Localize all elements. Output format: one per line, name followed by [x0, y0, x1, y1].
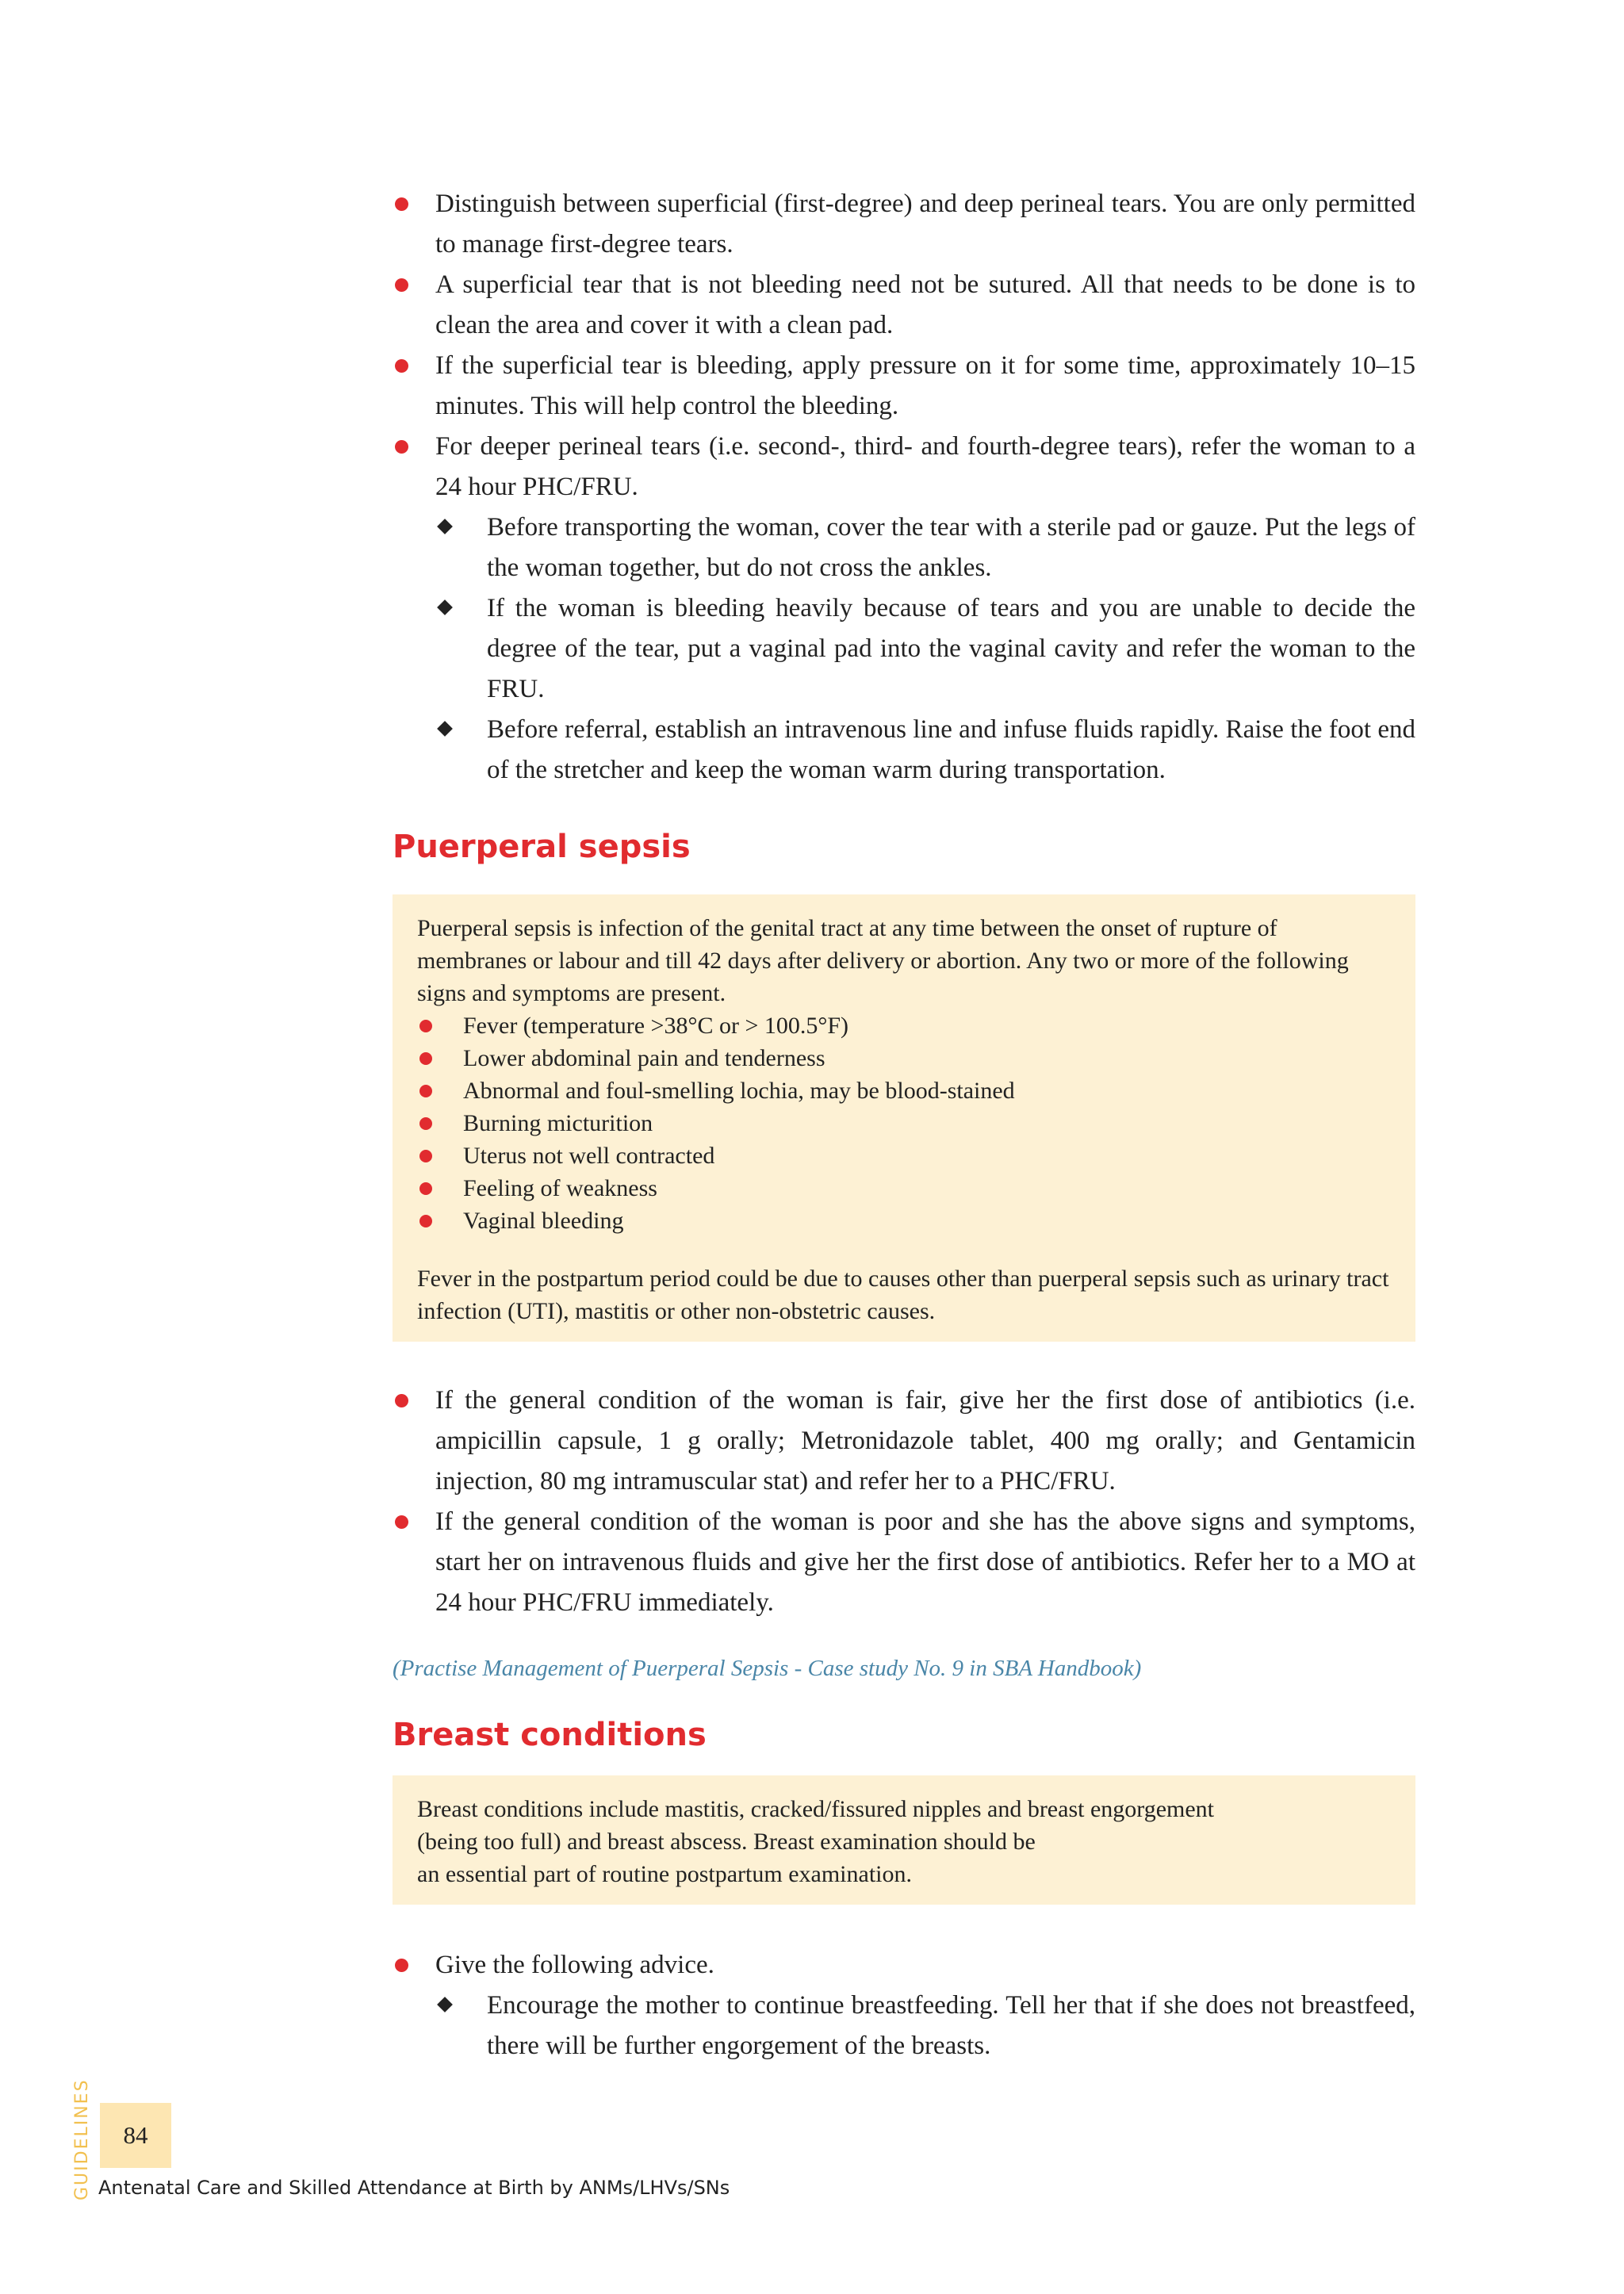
bullet-dot-icon	[419, 1117, 432, 1130]
diamond-bullet-icon	[437, 721, 453, 737]
list-item	[393, 1502, 1415, 1623]
sign-item	[417, 1074, 1390, 1107]
bullet-dot-icon	[395, 1959, 408, 1972]
bullet-dot-icon	[395, 359, 408, 373]
list-item-text: If the superficial tear is bleeding, apply pressure on it for some time, approximately 10–15 minutes. This will help control the bleeding.	[435, 351, 1415, 420]
list-item	[393, 427, 1415, 507]
sub-list-item	[393, 1986, 1415, 2066]
footer-title: Antenatal Care and Skilled Attendance at Birth by ANMs/LHVs/SNs	[98, 2177, 730, 2199]
sign-item	[417, 1042, 1390, 1074]
sign-text: Vaginal bleeding	[463, 1208, 624, 1234]
puerperal-sepsis-definition-box	[393, 894, 1415, 1342]
sign-text: Feeling of weakness	[463, 1175, 657, 1201]
list-item-text: Distinguish between superficial (first-degree) and deep perineal tears. You are only permitted to manage first-degree tears.	[435, 190, 1415, 259]
sub-list-item	[393, 710, 1415, 791]
list-item-text: If the general condition of the woman is poor and she has the above signs and symptoms, start her on intravenous fluids and give her the first dose of antibiotics. Refer her to a MO at 24 hour PHC/FRU immediately.	[435, 1507, 1415, 1617]
note-text: Fever in the postpartum period could be due to causes other than puerperal sepsis such as urinary tract infection (UTI), mastitis or other non-obstetric causes.	[417, 1266, 1389, 1324]
bullet-dot-icon	[395, 1394, 408, 1407]
breast-conditions-heading: Breast conditions	[393, 1717, 707, 1753]
bullet-dot-icon	[419, 1052, 432, 1065]
sign-item	[417, 1009, 1390, 1042]
sub-list-item-text: If the woman is bleeding heavily because of tears and you are unable to decide the degree of the tear, put a vaginal pad into the vaginal cavity and refer the woman to the FRU.	[487, 594, 1415, 703]
list-item	[393, 265, 1415, 346]
sign-item	[417, 1172, 1390, 1204]
diamond-bullet-icon	[437, 519, 453, 534]
bullet-dot-icon	[419, 1020, 432, 1032]
sub-list-item-text: Encourage the mother to continue breastfeeding. Tell her that if she does not breastfeed, there will be further engorgement of the breasts.	[487, 1991, 1415, 2060]
sign-item	[417, 1204, 1390, 1237]
list-item	[393, 1381, 1415, 1502]
sign-text: Fever (temperature >38°C or > 100.5°F)	[463, 1013, 849, 1039]
list-item-text: For deeper perineal tears (i.e. second-, third- and fourth-degree tears), refer the woman to a 24 hour PHC/FRU.	[435, 432, 1415, 501]
bullet-dot-icon	[419, 1085, 432, 1097]
list-item	[393, 1945, 1415, 1986]
bullet-dot-icon	[395, 440, 408, 454]
list-item-text: A superficial tear that is not bleeding need not be sutured. All that needs to be done is to clean the area and cover it with a clean pad.	[435, 270, 1415, 339]
list-item	[393, 346, 1415, 427]
bullet-dot-icon	[395, 278, 408, 292]
sub-list-item-text: Before referral, establish an intravenous line and infuse fluids rapidly. Raise the foot end of the stretcher and keep the woman warm during transportation.	[487, 715, 1415, 784]
sign-text: Abnormal and foul-smelling lochia, may be blood-stained	[463, 1078, 1015, 1104]
reference-note: (Practise Management of Puerperal Sepsis - Case study No. 9 in SBA Handbook)	[393, 1656, 1142, 1681]
puerperal-sepsis-heading: Puerperal sepsis	[393, 829, 691, 865]
definition-line: Breast conditions include mastitis, cracked/fissured nipples and breast engorgement	[417, 1796, 1215, 1822]
definition-line: an essential part of routine postpartum examination.	[417, 1861, 912, 1887]
list-item-text: Give the following advice.	[435, 1951, 714, 1979]
sub-list-item	[393, 507, 1415, 588]
list-item-text: If the general condition of the woman is fair, give her the first dose of antibiotics (i.e. ampicillin capsule, 1 g orally; Metronidazole tablet, 400 mg orally; and Gentamicin injection, 80 mg intramuscular stat) and refer her to a PHC/FRU.	[435, 1386, 1415, 1496]
diamond-bullet-icon	[437, 1997, 453, 2013]
bullet-dot-icon	[395, 1515, 408, 1529]
sign-text: Uterus not well contracted	[463, 1143, 715, 1169]
definition-text: Puerperal sepsis is infection of the genital tract at any time between the onset of rupture of membranes or labour and till 42 days after delivery or abortion. Any two or more of the following signs and symptoms are present.	[417, 915, 1349, 1006]
sign-text: Lower abdominal pain and tenderness	[463, 1045, 825, 1071]
breast-conditions-list	[393, 1945, 1415, 1986]
diamond-bullet-icon	[437, 599, 453, 615]
page-content	[393, 184, 1415, 2066]
list-item	[393, 184, 1415, 265]
signs-list	[417, 1009, 1390, 1237]
section-side-label: GUIDELINES	[72, 2078, 92, 2200]
bullet-dot-icon	[419, 1182, 432, 1195]
sign-item	[417, 1107, 1390, 1139]
definition-line: (being too full) and breast abscess. Breast examination should be	[417, 1829, 1036, 1855]
puerperal-sepsis-list	[393, 1381, 1415, 1623]
sign-item	[417, 1139, 1390, 1172]
sub-list-item	[393, 588, 1415, 710]
breast-conditions-sublist	[393, 1986, 1415, 2066]
sign-text: Burning micturition	[463, 1110, 653, 1136]
bullet-dot-icon	[419, 1215, 432, 1227]
perineal-tears-list	[393, 184, 1415, 507]
bullet-dot-icon	[419, 1150, 432, 1162]
perineal-tears-sublist	[393, 507, 1415, 791]
sub-list-item-text: Before transporting the woman, cover the tear with a sterile pad or gauze. Put the legs of the woman together, but do not cross the ankles.	[487, 513, 1415, 582]
breast-conditions-definition-box	[393, 1775, 1415, 1905]
bullet-dot-icon	[395, 197, 408, 211]
page-number: 84	[100, 2103, 171, 2168]
